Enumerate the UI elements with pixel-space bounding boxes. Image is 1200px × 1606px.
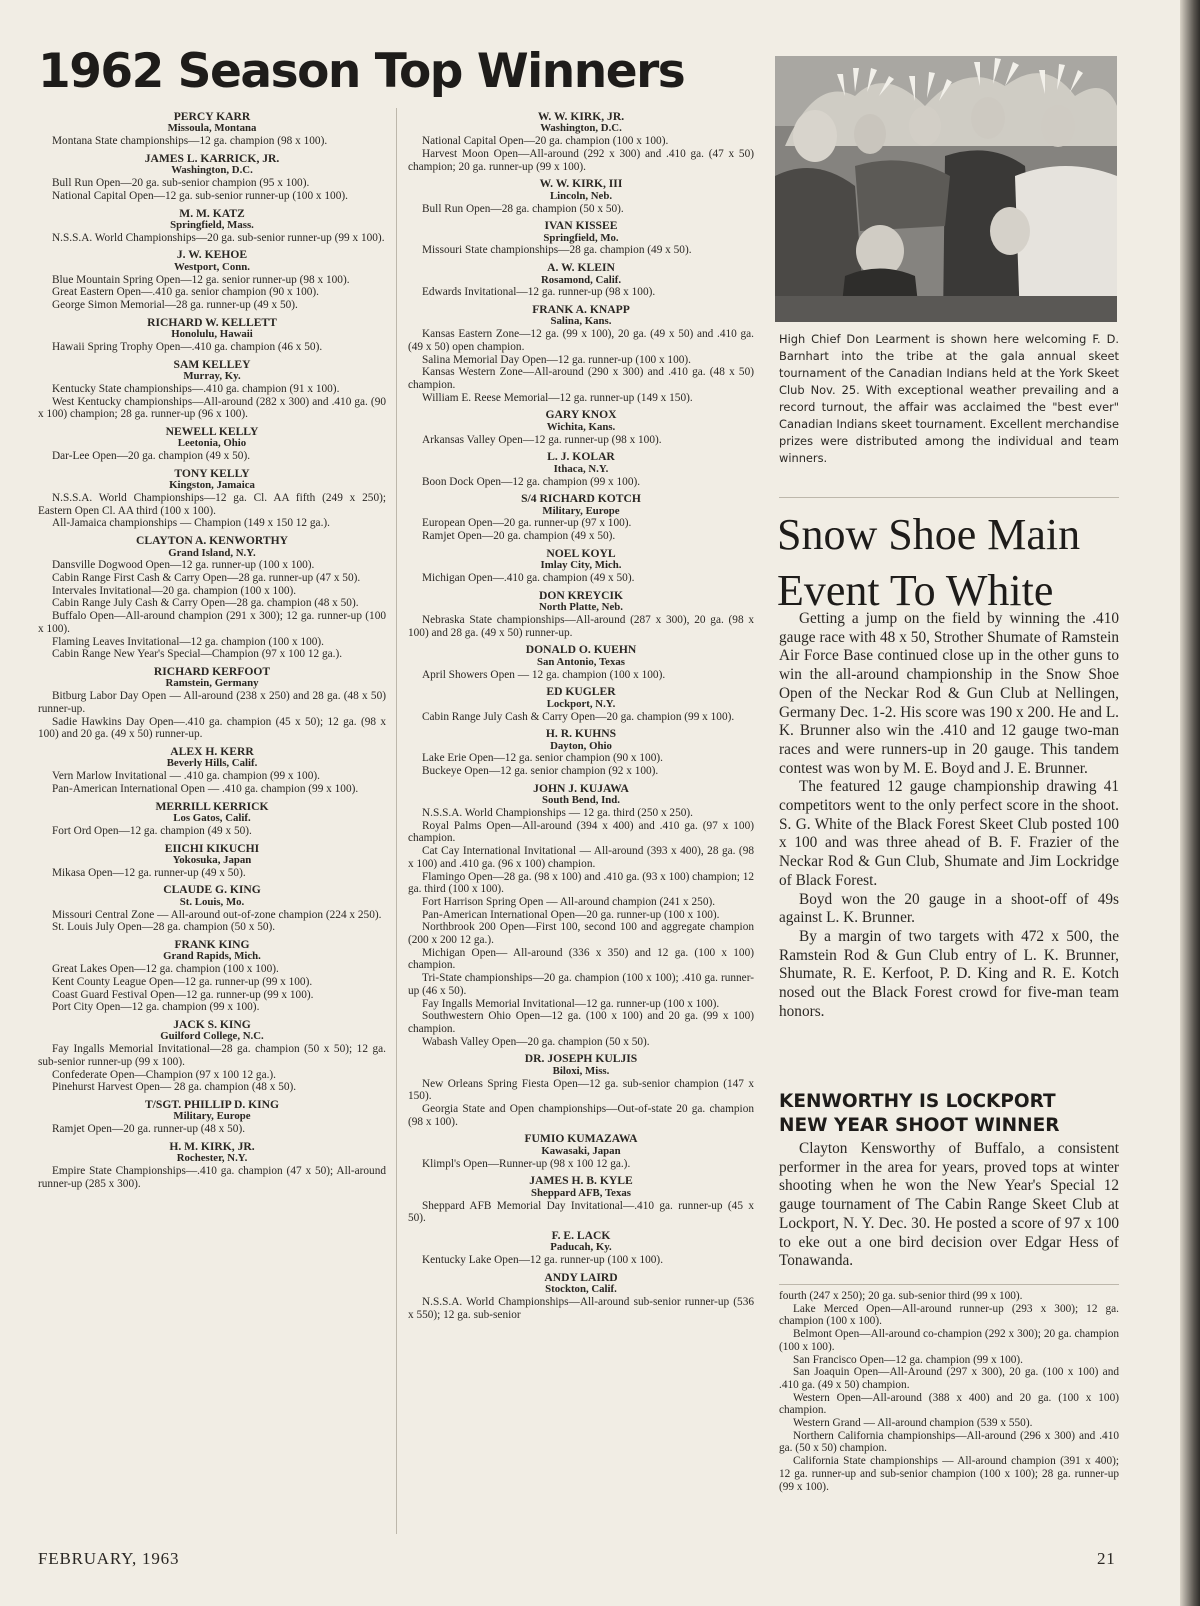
winner-location: North Platte, Neb. (539, 601, 623, 614)
winner-result: Georgia State and Open championships—Out-of-state 20 ga. champion (98 x 100). (408, 1102, 754, 1128)
winner-result: Royal Palms Open—All-around (394 x 400) and .410 ga. (97 x 100) champion. (408, 819, 754, 845)
winner-result: St. Louis July Open—28 ga. champion (50 x 50). (52, 921, 276, 934)
winner-location: South Bend, Ind. (541, 794, 621, 807)
winner-name: TONY KELLY (174, 466, 250, 480)
winner-location: Imlay City, Mich. (540, 559, 622, 572)
winner-name: FUMIO KUMAZAWA (524, 1132, 638, 1146)
winner-name: DONALD O. KUEHN (525, 643, 637, 657)
winner-result: Tri-State championships—20 ga. champion (100 x 100); .410 ga. runner-up (46 x 50). (408, 972, 754, 997)
winner-result: Kentucky Lake Open—12 ga. runner-up (100 x 100). (422, 1254, 664, 1267)
winner-location: Military, Europe (542, 504, 620, 517)
winner-name: JAMES H. B. KYLE (529, 1174, 633, 1188)
winner-result: Arkansas Valley Open—12 ga. runner-up (98 x 100). (422, 433, 662, 446)
winner-entry (38, 666, 386, 741)
winner-location: Kingston, Jamaica (169, 479, 255, 492)
winner-location: Ramstein, Germany (165, 677, 259, 690)
winner-result: Pinehurst Harvest Open— 28 ga. champion (48 x 50). (52, 1081, 297, 1094)
winner-entry (38, 1141, 386, 1191)
winner-name: GARY KNOX (545, 408, 617, 422)
winner-name: H. R. KUHNS (545, 727, 617, 741)
winner-result: New Orleans Spring Fiesta Open—12 ga. sub-senior champion (147 x 150). (408, 1077, 754, 1103)
winner-location: Grand Rapids, Mich. (163, 950, 261, 963)
story-headline-line1: Snow Shoe Main (777, 510, 1081, 559)
winner-result: San Joaquin Open—All-Around (297 x 300), 20 ga. (100 x 100) and .410 ga. (49 x 50) champion. (779, 1366, 1119, 1391)
winner-location: Lincoln, Neb. (549, 189, 613, 202)
winner-result: Pan-American International Open — .410 ga. champion (99 x 100). (52, 782, 359, 795)
winner-name: RICHARD W. KELLETT (147, 315, 277, 329)
winner-result: Mikasa Open—12 ga. runner-up (49 x 50). (52, 866, 246, 879)
winner-location: Westport, Conn. (174, 260, 250, 273)
winner-result: Flamingo Open—28 ga. (98 x 100) and .410 ga. (93 x 100) champion; 12 ga. third (100 x 100). (408, 870, 754, 896)
winner-location: Lockport, N.Y. (546, 697, 616, 710)
kenworthy-headline-line1: KENWORTHY IS LOCKPORT (779, 1091, 1056, 1112)
winner-result: Port City Open—12 ga. champion (99 x 100). (52, 1001, 260, 1014)
winner-result: Lake Merced Open—All-around runner-up (293 x 300); 12 ga. champion (100 x 100). (779, 1302, 1119, 1328)
winner-location: Honolulu, Hawaii (171, 328, 253, 341)
winner-name: ED KUGLER (546, 685, 616, 699)
winner-result: Dansville Dogwood Open—12 ga. runner-up (100 x 100). (52, 559, 315, 572)
laird-results-continued (779, 1284, 1119, 1493)
winner-entry (408, 548, 754, 585)
winner-name: RICHARD KERFOOT (153, 665, 271, 678)
winner-name: W. W. KIRK, JR. (537, 110, 625, 123)
winner-result: Missouri State championships—28 ga. champion (49 x 50). (422, 244, 692, 257)
winner-location: Stockton, Calif. (545, 1283, 617, 1296)
winner-entry (408, 644, 754, 681)
winner-entry (38, 111, 386, 148)
winner-result: fourth (247 x 250); 20 ga. sub-senior third (99 x 100). (779, 1290, 1023, 1302)
winner-result: Fay Ingalls Memorial Invitational—28 ga. champion (50 x 50); 12 ga. sub-senior runner-up (99 x 100). (38, 1043, 386, 1068)
winner-location: Guilford College, N.C. (160, 1030, 264, 1043)
winner-entry (38, 249, 386, 311)
winner-result: Sadie Hawkins Day Open—.410 ga. champion (45 x 50); 12 ga. (98 x 100) and 20 ga. (49 x 50) runner-up. (38, 715, 386, 741)
winner-entry (38, 1019, 386, 1094)
winner-result: N.S.S.A. World Championships—20 ga. sub-senior runner-up (99 x 100). (52, 231, 385, 244)
winner-entry (408, 178, 754, 215)
winner-result: All-Jamaica championships — Champion (149 x 150 12 ga.). (52, 517, 330, 530)
winner-result: N.S.S.A. World Championships—All-around sub-senior runner-up (536 x 550); 12 ga. sub-senior (408, 1296, 754, 1321)
winner-entry (408, 1053, 754, 1128)
winner-result: Michigan Open— All-around (336 x 350) and 12 ga. (100 x 100) champion. (408, 946, 754, 972)
winner-name: ALEX H. KERR (170, 745, 254, 759)
winner-result: Flaming Leaves Invitational—12 ga. champion (100 x 100). (52, 635, 325, 648)
winner-location: Military, Europe (173, 1110, 251, 1123)
winner-result: Sheppard AFB Memorial Day Invitational—.410 ga. runner-up (45 x 50). (408, 1199, 754, 1225)
winner-name: J. W. KEHOE (176, 248, 248, 262)
winner-name: NOEL KOYL (546, 546, 616, 560)
winner-result: George Simon Memorial—28 ga. runner-up (49 x 50). (52, 299, 298, 312)
winner-result: Hawaii Spring Trophy Open—.410 ga. champion (46 x 50). (52, 340, 323, 353)
story-paragraph: Boyd won the 20 gauge in a shoot-off of 49s against L. K. Brunner. (779, 890, 1119, 927)
winner-entry (38, 843, 386, 880)
winner-entry (38, 426, 386, 463)
winner-result: Blue Mountain Spring Open—12 ga. senior runner-up (98 x 100). (52, 273, 350, 286)
winner-entry (38, 153, 386, 203)
winner-result: Kansas Eastern Zone—12 ga. (99 x 100), 20 ga. (49 x 50) and .410 ga. (49 x 50) open champion. (408, 328, 754, 353)
winner-result: Belmont Open—All-around co-champion (292 x 300); 20 ga. champion (100 x 100). (779, 1328, 1119, 1353)
winner-location: Rochester, N.Y. (176, 1152, 248, 1165)
winner-location: Kawasaki, Japan (541, 1144, 621, 1157)
issue-date: FEBRUARY, 1963 (38, 1549, 180, 1568)
winner-name: JAMES L. KARRICK, JR. (144, 151, 280, 165)
winner-entry (38, 535, 386, 661)
winner-name: M. M. KATZ (179, 206, 245, 220)
winner-entry (408, 686, 754, 723)
winner-location: Springfield, Mass. (170, 218, 254, 231)
winner-result: Great Eastern Open—.410 ga. senior champion (90 x 100). (52, 286, 319, 299)
winner-result: Kansas Western Zone—All-around (290 x 300) and .410 ga. (48 x 50) champion. (408, 366, 754, 392)
page-title: 1962 Season Top Winners (38, 44, 685, 99)
winner-result: Buffalo Open—All-around champion (291 x 300); 12 ga. runner-up (100 x 100). (38, 610, 386, 635)
winner-result: Dar-Lee Open—20 ga. champion (49 x 50). (52, 450, 251, 463)
winner-entry (408, 783, 754, 1049)
winner-result: April Showers Open — 12 ga. champion (100 x 100). (422, 668, 666, 681)
winner-result: Kentucky State championships—.410 ga. champion (91 x 100). (52, 382, 340, 395)
winner-entry (408, 451, 754, 488)
winner-entry (408, 1133, 754, 1170)
story-headline-line2: Event To White (777, 566, 1054, 615)
winner-name: JOHN J. KUJAWA (533, 781, 629, 795)
winner-name: MERRILL KERRICK (155, 799, 269, 813)
kenworthy-body (779, 1140, 1119, 1271)
story-paragraph: Getting a jump on the field by winning the .410 gauge race with 48 x 50, Strother Shumate of Ramstein Air Force Base continued close up in the other guns to win the all-around championship in the Snow Shoe Open of the Neckar Rod & Gun Club at Nellingen, Germany Dec. 1-2. His score was 190 x 200. He and L. K. Brunner also win the .410 and 12 gauge two-man races and were runners-up in 20 gauge. This tandem contest was won by M. E. Boyd and J. E. Brunner. (779, 610, 1119, 777)
winner-result: Intervales Invitational—20 ga. champion (100 x 100). (52, 584, 297, 597)
winner-result: Nebraska State championships—All-around (287 x 300), 20 ga. (98 x 100) and 28 ga. (49 x 50) runner-up. (408, 613, 754, 639)
winner-result: Edwards Invitational—12 ga. runner-up (98 x 100). (422, 286, 656, 299)
winner-result: Buckeye Open—12 ga. senior champion (92 x 100). (422, 765, 659, 778)
winner-entry (408, 1272, 754, 1322)
winner-result: Montana State championships—12 ga. champion (98 x 100). (52, 135, 328, 148)
winner-result: Fort Harrison Spring Open — All-around champion (241 x 250). (422, 895, 716, 908)
winner-result: Cabin Range July Cash & Carry Open—28 ga. champion (48 x 50). (52, 597, 359, 610)
winner-name: H. M. KIRK, JR. (169, 1139, 255, 1153)
winner-result: Klimpl's Open—Runner-up (98 x 100 12 ga.). (422, 1157, 631, 1170)
winner-result: Western Grand — All-around champion (539 x 550). (793, 1417, 1033, 1430)
winner-location: Ithaca, N.Y. (553, 462, 609, 475)
winner-name: IVAN KISSEE (544, 219, 618, 233)
winner-entry (38, 939, 386, 1014)
winner-name: T/SGT. PHILLIP D. KING (144, 1098, 280, 1112)
winner-location: Washington, D.C. (540, 122, 622, 135)
winner-location: Biloxi, Miss. (552, 1064, 610, 1077)
winner-location: Leetonia, Ohio (177, 437, 247, 450)
winner-location: Paducah, Ky. (550, 1241, 612, 1254)
winner-name: ANDY LAIRD (544, 1270, 618, 1284)
winner-result: European Open—20 ga. runner-up (97 x 100). (422, 517, 632, 530)
winner-location: Missoula, Montana (167, 122, 257, 135)
winner-result: Cat Cay International Invitational — All-around (393 x 400), 28 ga. (98 x 100) and .410 ga. (96 x 100) champion. (408, 845, 754, 870)
winner-entry (408, 728, 754, 778)
winner-result: Western Open—All-around (388 x 400) and 20 ga. (100 x 100) champion. (779, 1391, 1119, 1417)
winner-result: Cabin Range First Cash & Carry Open—28 ga. runner-up (47 x 50). (52, 572, 361, 585)
winner-result: Bull Run Open—28 ga. champion (50 x 50). (422, 202, 624, 215)
column-divider (396, 108, 397, 1534)
winner-name: W. W. KIRK, III (539, 177, 623, 191)
winner-result: William E. Reese Memorial—12 ga. runner-up (149 x 150). (422, 391, 693, 404)
winner-result: Ramjet Open—20 ga. champion (49 x 50). (422, 530, 616, 543)
winner-location: Washington, D.C. (171, 164, 253, 177)
photo-caption: High Chief Don Learment is shown here welcoming F. D. Barnhart into the tribe at the gala annual skeet tournament of the Canadian Indians held at the York Skeet Club Nov. 25. With exceptional weather prevailing and a record turnout, the affair was acclaimed the "best ever" Canadian Indians skeet tournament. Excellent merchandise prizes were distributed among the individual and team winners. (779, 332, 1119, 465)
winner-result: Salina Memorial Day Open—12 ga. runner-up (100 x 100). (422, 353, 691, 366)
story-headline (777, 507, 1122, 619)
winners-column-left (38, 111, 386, 1196)
winner-entry (38, 884, 386, 934)
tribe-welcome-photo (775, 56, 1117, 322)
winner-entry (408, 304, 754, 404)
winner-result: San Francisco Open—12 ga. champion (99 x 100). (793, 1353, 1023, 1366)
winner-result: Fort Ord Open—12 ga. champion (49 x 50). (52, 824, 252, 837)
winner-location: Salina, Kans. (550, 315, 612, 328)
winner-result: Northern California championships—All-around (296 x 300) and .410 ga. (50 x 50) champion. (779, 1429, 1119, 1455)
winner-location: Dayton, Ohio (550, 739, 612, 752)
winner-result: Fay Ingalls Memorial Invitational—12 ga. runner-up (100 x 100). (422, 997, 720, 1010)
winner-name: JACK S. KING (173, 1018, 251, 1032)
winner-name: NEWELL KELLY (165, 424, 259, 438)
winner-result: Vern Marlow Invitational — .410 ga. champion (99 x 100). (52, 770, 320, 783)
story-paragraph: The featured 12 gauge championship drawing 41 competitors went to the only perfect score in the shoot. S. G. White of the Black Forest Skeet Club posted 100 x 100 and was three ahead of B. F. Frazier of the Neckar Rod & Gun Club, Shumate and Jim Lockridge of Black Forest. (779, 778, 1119, 889)
winner-location: Beverly Hills, Calif. (166, 757, 258, 770)
winner-result: Empire State Championships—.410 ga. champion (47 x 50); All-around runner-up (285 x 300). (38, 1165, 386, 1190)
winner-result: Southwestern Ohio Open—12 ga. (100 x 100) and 20 ga. (99 x 100) champion. (408, 1010, 754, 1035)
page-number: 21 (1097, 1549, 1116, 1568)
winner-name: CLAYTON A. KENWORTHY (136, 534, 288, 548)
winner-entry (408, 220, 754, 257)
winner-result: Harvest Moon Open—All-around (292 x 300) and .410 ga. (47 x 50) champion; 20 ga. runner-up (99 x 100). (408, 147, 754, 173)
winner-result: National Capital Open—20 ga. champion (100 x 100). (422, 135, 669, 148)
winner-name: DON KREYCIK (538, 588, 624, 602)
winner-result: Bitburg Labor Day Open — All-around (238 x 250) and 28 ga. (48 x 50) runner-up. (38, 690, 386, 715)
winner-entry (408, 493, 754, 543)
kenworthy-headline-line2: NEW YEAR SHOOT WINNER (779, 1115, 1060, 1136)
winner-name: S/4 RICHARD KOTCH (521, 492, 641, 506)
winner-result: Coast Guard Festival Open—12 ga. runner-up (99 x 100). (52, 988, 314, 1001)
page-edge (1180, 0, 1200, 1606)
winner-location: Los Gatos, Calif. (173, 812, 251, 825)
winner-result: Confederate Open—Champion (97 x 100 12 ga.). (52, 1068, 277, 1081)
winner-entry (408, 409, 754, 446)
winner-entry (38, 468, 386, 530)
winner-location: Grand Island, N.Y. (168, 546, 256, 559)
winner-entry (38, 208, 386, 245)
winner-name: FRANK KING (174, 938, 250, 952)
winner-result: Bull Run Open—20 ga. sub-senior champion (95 x 100). (52, 177, 310, 190)
winner-entry (408, 111, 754, 173)
story-paragraph: By a margin of two targets with 472 x 500, the Ramstein Rod & Gun Club entry of L. K. Brunner, Shumate, R. E. Kerfoot, P. D. King and R. E. Kotch nosed out the Black Forest crowd for five-man team honors. (779, 927, 1119, 1020)
winner-result: Northbrook 200 Open—First 100, second 100 and aggregate champion (200 x 200 12 ga.). (408, 921, 754, 947)
winner-entry (38, 317, 386, 354)
winner-location: Wichita, Kans. (546, 420, 616, 433)
section-divider (779, 497, 1119, 498)
winner-result: Wabash Valley Open—20 ga. champion (50 x 50). (422, 1035, 650, 1048)
winner-result: Cabin Range New Year's Special—Champion (97 x 100 12 ga.). (52, 648, 343, 661)
winner-result: N.S.S.A. World Championships—12 ga. Cl. AA fifth (249 x 250); Eastern Open Cl. AA third (100 x 100). (38, 492, 386, 517)
winner-name: F. E. LACK (551, 1228, 611, 1242)
winner-result: West Kentucky championships—All-around (282 x 300) and .410 ga. (90 x 100) champion; 28 ga. runner-up (96 x 100). (38, 395, 386, 421)
winner-location: Sheppard AFB, Texas (531, 1186, 631, 1199)
winner-entry (408, 590, 754, 640)
winner-entry (408, 262, 754, 299)
winner-name: L. J. KOLAR (547, 450, 615, 464)
winner-entry (38, 801, 386, 838)
winners-column-middle (408, 111, 754, 1326)
story-body (779, 610, 1119, 1021)
winner-entry (38, 746, 386, 796)
kenworthy-paragraph: Clayton Kensworthy of Buffalo, a consistent performer in the area for years, proved tops at winter shooting when he won the New Year's Special 12 gauge tournament of The Cabin Range Skeet Club at Lockport, N. Y. Dec. 30. He posted a score of 97 x 100 to eke out a one bird decision over Edgar Hess of Tonawanda. (779, 1140, 1119, 1270)
winner-result: Boon Dock Open—12 ga. champion (99 x 100). (422, 475, 641, 488)
winner-result: Pan-American International Open—20 ga. runner-up (100 x 100). (422, 908, 720, 921)
winner-entry (408, 1175, 754, 1225)
winner-name: PERCY KARR (173, 110, 251, 123)
winner-name: SAM KELLEY (173, 357, 251, 371)
winner-entry (408, 1230, 754, 1267)
winner-location: Yokosuka, Japan (172, 853, 252, 866)
winner-location: Murray, Ky. (183, 370, 241, 383)
winner-result: National Capital Open—12 ga. sub-senior runner-up (100 x 100). (52, 189, 348, 202)
winner-name: FRANK A. KNAPP (532, 303, 630, 317)
winner-name: A. W. KLEIN (547, 261, 615, 275)
winner-name: EIICHI KIKUCHI (164, 841, 260, 855)
winner-name: CLAUDE G. KING (163, 883, 261, 897)
winner-result: Ramjet Open—20 ga. runner-up (48 x 50). (52, 1123, 246, 1136)
winner-result: Great Lakes Open—12 ga. champion (100 x 100). (52, 963, 279, 976)
winner-name: DR. JOSEPH KULJIS (524, 1052, 638, 1066)
winner-location: Rosamond, Calif. (540, 273, 622, 286)
winner-result: N.S.S.A. World Championships — 12 ga. third (250 x 250). (422, 807, 693, 820)
winner-result: Missouri Central Zone — All-around out-of-zone champion (224 x 250). (52, 908, 382, 921)
winner-result: Michigan Open—.410 ga. champion (49 x 50). (422, 572, 635, 585)
winner-result: California State championships — All-around champion (391 x 400); 12 ga. runner-up and sub-senior champion (100 x 100); 28 ga. runner-up (99 x 100). (779, 1455, 1119, 1493)
kenworthy-headline (779, 1090, 1124, 1138)
winner-location: Springfield, Mo. (543, 231, 619, 244)
winner-entry (38, 359, 386, 421)
winner-result: Kent County League Open—12 ga. runner-up (99 x 100). (52, 975, 313, 988)
winner-location: St. Louis, Mo. (179, 895, 245, 908)
winner-result: Cabin Range July Cash & Carry Open—20 ga. champion (99 x 100). (422, 710, 735, 723)
winner-location: San Antonio, Texas (537, 655, 625, 668)
winner-entry (38, 1099, 386, 1136)
winner-result: Lake Erie Open—12 ga. senior champion (90 x 100). (422, 752, 663, 765)
